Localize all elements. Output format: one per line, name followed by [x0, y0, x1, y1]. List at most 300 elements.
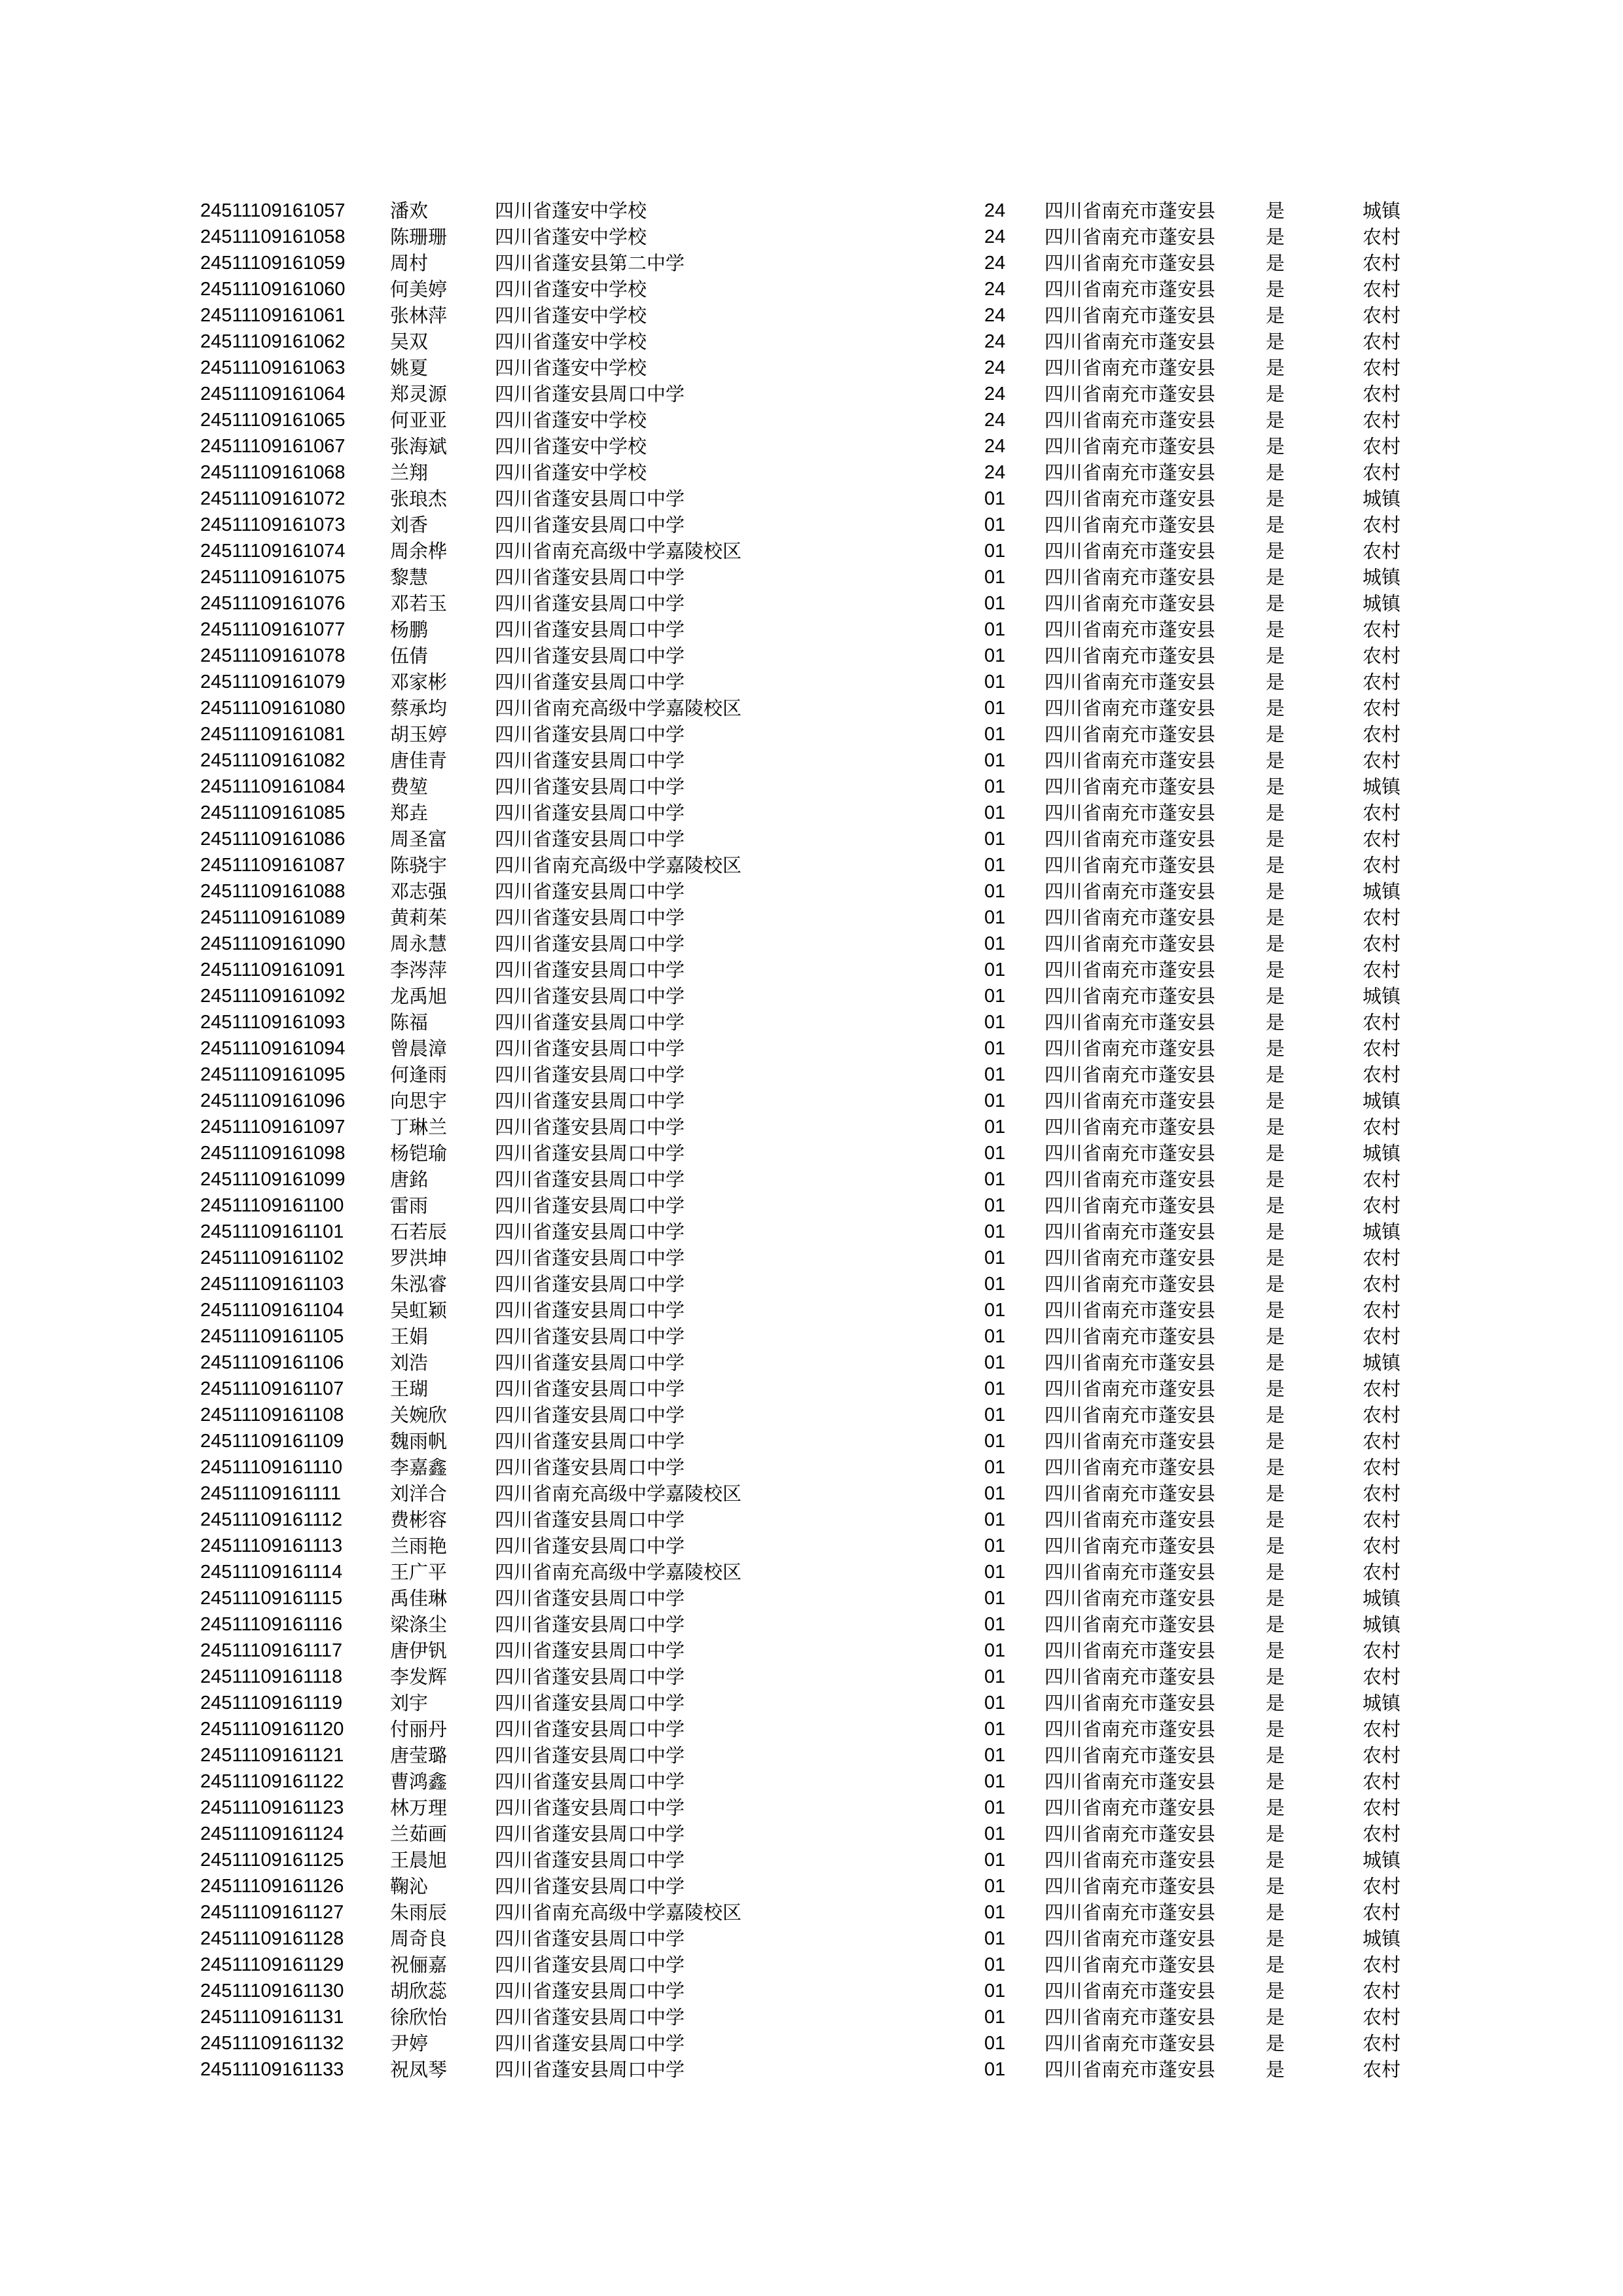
student-name-cell: 向思宇: [390, 1090, 448, 1112]
table-row: [0, 250, 1623, 276]
school-name-cell: 四川省蓬安县周口中学: [495, 749, 685, 772]
eligibility-flag-cell: 是: [1266, 2032, 1285, 2054]
household-region-cell: 四川省南充市蓬安县: [1044, 619, 1216, 641]
eligibility-flag-cell: 是: [1266, 1116, 1285, 1138]
exam-number-cell: 24511109161113: [200, 1535, 343, 1556]
household-region-cell: 四川省南充市蓬安县: [1044, 880, 1216, 903]
eligibility-flag-cell: 是: [1266, 2058, 1285, 2081]
eligibility-flag-cell: 是: [1266, 723, 1285, 745]
student-name-cell: 何逢雨: [390, 1064, 448, 1086]
table-row: [0, 1323, 1623, 1350]
school-name-cell: 四川省蓬安县周口中学: [495, 1928, 685, 1950]
eligibility-flag-cell: 是: [1266, 1692, 1285, 1714]
school-name-cell: 四川省蓬安县周口中学: [495, 1509, 685, 1531]
table-row: [0, 1873, 1623, 1899]
eligibility-flag-cell: 是: [1266, 1928, 1285, 1950]
table-row: [0, 1664, 1623, 1690]
residence-type-cell: 农村: [1363, 1901, 1401, 1924]
table-row: [0, 643, 1623, 669]
table-row: [0, 1795, 1623, 1821]
exam-number-cell: 24511109161067: [200, 436, 346, 457]
household-region-cell: 四川省南充市蓬安县: [1044, 1194, 1216, 1217]
exam-number-cell: 24511109161062: [200, 331, 346, 352]
category-code-cell: 01: [984, 1850, 1006, 1871]
exam-number-cell: 24511109161126: [200, 1876, 344, 1897]
category-code-cell: 01: [984, 1195, 1006, 1216]
residence-type-cell: 农村: [1363, 906, 1401, 929]
school-name-cell: 四川省蓬安县周口中学: [495, 1797, 685, 1819]
school-name-cell: 四川省南充高级中学嘉陵校区: [495, 1901, 742, 1924]
school-name-cell: 四川省蓬安县周口中学: [495, 514, 685, 536]
exam-number-cell: 24511109161088: [200, 881, 346, 902]
category-code-cell: 01: [984, 1693, 1006, 1713]
residence-type-cell: 农村: [1363, 226, 1401, 248]
exam-number-cell: 24511109161077: [200, 619, 346, 640]
category-code-cell: 24: [984, 462, 1006, 483]
student-name-cell: 鞠沁: [390, 1875, 429, 1897]
school-name-cell: 四川省蓬安县周口中学: [495, 1325, 685, 1348]
student-name-cell: 张海斌: [390, 435, 448, 457]
exam-number-cell: 24511109161129: [200, 1954, 344, 1975]
exam-number-cell: 24511109161123: [200, 1797, 344, 1818]
category-code-cell: 01: [984, 1876, 1006, 1897]
exam-number-cell: 24511109161122: [200, 1771, 344, 1792]
exam-number-cell: 24511109161103: [200, 1274, 344, 1295]
student-name-cell: 周奇良: [390, 1928, 448, 1950]
table-row: [0, 1166, 1623, 1193]
category-code-cell: 01: [984, 1090, 1006, 1111]
table-row: [0, 486, 1623, 512]
category-code-cell: 01: [984, 1614, 1006, 1635]
exam-number-cell: 24511109161076: [200, 593, 346, 614]
household-region-cell: 四川省南充市蓬安县: [1044, 331, 1216, 353]
category-code-cell: 01: [984, 1300, 1006, 1321]
residence-type-cell: 农村: [1363, 514, 1401, 536]
school-name-cell: 四川省蓬安县周口中学: [495, 2032, 685, 2054]
table-row: [0, 564, 1623, 590]
school-name-cell: 四川省蓬安县周口中学: [495, 592, 685, 615]
category-code-cell: 01: [984, 907, 1006, 928]
residence-type-cell: 农村: [1363, 1325, 1401, 1348]
residence-type-cell: 城镇: [1363, 592, 1401, 615]
residence-type-cell: 农村: [1363, 331, 1401, 353]
table-row: [0, 1585, 1623, 1611]
exam-number-cell: 24511109161099: [200, 1169, 346, 1190]
exam-number-cell: 24511109161112: [200, 1509, 343, 1530]
category-code-cell: 01: [984, 1038, 1006, 1059]
category-code-cell: 01: [984, 1535, 1006, 1556]
table-row: [0, 276, 1623, 302]
category-code-cell: 01: [984, 855, 1006, 876]
exam-number-cell: 24511109161120: [200, 1719, 344, 1740]
category-code-cell: 01: [984, 672, 1006, 692]
eligibility-flag-cell: 是: [1266, 749, 1285, 772]
table-row: [0, 774, 1623, 800]
exam-number-cell: 24511109161116: [200, 1614, 343, 1635]
school-name-cell: 四川省蓬安县周口中学: [495, 985, 685, 1007]
school-name-cell: 四川省蓬安县周口中学: [495, 1378, 685, 1400]
eligibility-flag-cell: 是: [1266, 1142, 1285, 1164]
student-name-cell: 禹佳琳: [390, 1587, 448, 1609]
exam-number-cell: 24511109161125: [200, 1850, 344, 1871]
residence-type-cell: 农村: [1363, 1561, 1401, 1583]
table-row: [0, 1611, 1623, 1638]
table-row: [0, 590, 1623, 617]
eligibility-flag-cell: 是: [1266, 1221, 1285, 1243]
household-region-cell: 四川省南充市蓬安县: [1044, 1273, 1216, 1295]
exam-number-cell: 24511109161094: [200, 1038, 346, 1059]
school-name-cell: 四川省蓬安县周口中学: [495, 1168, 685, 1191]
student-name-cell: 何美婷: [390, 278, 448, 300]
eligibility-flag-cell: 是: [1266, 1456, 1285, 1479]
school-name-cell: 四川省蓬安县周口中学: [495, 2058, 685, 2081]
category-code-cell: 01: [984, 645, 1006, 666]
student-name-cell: 杨鹏: [390, 619, 429, 641]
exam-number-cell: 24511109161074: [200, 541, 346, 562]
category-code-cell: 01: [984, 1823, 1006, 1844]
residence-type-cell: 农村: [1363, 1456, 1401, 1479]
eligibility-flag-cell: 是: [1266, 226, 1285, 248]
student-name-cell: 周圣富: [390, 828, 448, 850]
school-name-cell: 四川省蓬安县周口中学: [495, 1744, 685, 1767]
student-name-cell: 王晨旭: [390, 1849, 448, 1871]
residence-type-cell: 农村: [1363, 959, 1401, 981]
household-region-cell: 四川省南充市蓬安县: [1044, 304, 1216, 327]
category-code-cell: 01: [984, 1326, 1006, 1347]
eligibility-flag-cell: 是: [1266, 1954, 1285, 1976]
table-row: [0, 459, 1623, 486]
student-name-cell: 祝凤琴: [390, 2058, 448, 2081]
eligibility-flag-cell: 是: [1266, 383, 1285, 405]
exam-number-cell: 24511109161095: [200, 1064, 346, 1085]
residence-type-cell: 城镇: [1363, 880, 1401, 903]
eligibility-flag-cell: 是: [1266, 1430, 1285, 1452]
residence-type-cell: 农村: [1363, 1509, 1401, 1531]
residence-type-cell: 农村: [1363, 409, 1401, 431]
eligibility-flag-cell: 是: [1266, 435, 1285, 457]
household-region-cell: 四川省南充市蓬安县: [1044, 1247, 1216, 1269]
category-code-cell: 01: [984, 1117, 1006, 1138]
table-row: [0, 1245, 1623, 1271]
school-name-cell: 四川省蓬安县周口中学: [495, 828, 685, 850]
table-row: [0, 1768, 1623, 1795]
residence-type-cell: 农村: [1363, 2032, 1401, 2054]
eligibility-flag-cell: 是: [1266, 1770, 1285, 1793]
table-row: [0, 1402, 1623, 1428]
eligibility-flag-cell: 是: [1266, 1194, 1285, 1217]
table-row: [0, 1533, 1623, 1559]
school-name-cell: 四川省蓬安县周口中学: [495, 1640, 685, 1662]
table-row: [0, 1297, 1623, 1323]
category-code-cell: 01: [984, 724, 1006, 745]
table-row: [0, 1690, 1623, 1716]
student-name-cell: 费彬容: [390, 1509, 448, 1531]
residence-type-cell: 农村: [1363, 1823, 1401, 1845]
school-name-cell: 四川省蓬安县周口中学: [495, 671, 685, 693]
exam-number-cell: 24511109161114: [200, 1562, 343, 1583]
category-code-cell: 01: [984, 1562, 1006, 1583]
table-row: [0, 1114, 1623, 1140]
household-region-cell: 四川省南充市蓬安县: [1044, 1980, 1216, 2002]
category-code-cell: 24: [984, 200, 1006, 221]
student-name-cell: 杨铠瑜: [390, 1142, 448, 1164]
eligibility-flag-cell: 是: [1266, 409, 1285, 431]
exam-number-cell: 24511109161110: [200, 1457, 343, 1478]
school-name-cell: 四川省蓬安县周口中学: [495, 1718, 685, 1740]
school-name-cell: 四川省南充高级中学嘉陵校区: [495, 1561, 742, 1583]
household-region-cell: 四川省南充市蓬安县: [1044, 1116, 1216, 1138]
household-region-cell: 四川省南充市蓬安县: [1044, 592, 1216, 615]
category-code-cell: 24: [984, 384, 1006, 404]
school-name-cell: 四川省蓬安县周口中学: [495, 906, 685, 929]
eligibility-flag-cell: 是: [1266, 1613, 1285, 1636]
exam-number-cell: 24511109161058: [200, 226, 346, 247]
eligibility-flag-cell: 是: [1266, 1744, 1285, 1767]
school-name-cell: 四川省蓬安县周口中学: [495, 1875, 685, 1897]
student-name-cell: 张林萍: [390, 304, 448, 327]
household-region-cell: 四川省南充市蓬安县: [1044, 1011, 1216, 1033]
category-code-cell: 24: [984, 305, 1006, 326]
exam-number-cell: 24511109161104: [200, 1300, 344, 1321]
eligibility-flag-cell: 是: [1266, 619, 1285, 641]
school-name-cell: 四川省蓬安县周口中学: [495, 1587, 685, 1609]
category-code-cell: 01: [984, 2033, 1006, 2054]
table-row: [0, 1821, 1623, 1847]
table-row: [0, 224, 1623, 250]
table-row: [0, 669, 1623, 695]
eligibility-flag-cell: 是: [1266, 854, 1285, 876]
eligibility-flag-cell: 是: [1266, 252, 1285, 274]
exam-number-cell: 24511109161057: [200, 200, 346, 221]
exam-number-cell: 24511109161089: [200, 907, 346, 928]
household-region-cell: 四川省南充市蓬安县: [1044, 1849, 1216, 1871]
household-region-cell: 四川省南充市蓬安县: [1044, 1640, 1216, 1662]
table-row: [0, 905, 1623, 931]
eligibility-flag-cell: 是: [1266, 514, 1285, 536]
category-code-cell: 01: [984, 986, 1006, 1007]
student-name-cell: 邓志强: [390, 880, 448, 903]
student-name-cell: 丁琳兰: [390, 1116, 448, 1138]
table-row: [0, 957, 1623, 983]
student-name-cell: 费堃: [390, 776, 429, 798]
table-row: [0, 1271, 1623, 1297]
residence-type-cell: 农村: [1363, 1770, 1401, 1793]
student-name-cell: 兰翔: [390, 461, 429, 484]
school-name-cell: 四川省蓬安县周口中学: [495, 1692, 685, 1714]
table-row: [0, 1009, 1623, 1035]
category-code-cell: 01: [984, 1981, 1006, 2001]
table-row: [0, 852, 1623, 878]
student-name-cell: 龙禹旭: [390, 985, 448, 1007]
table-row: [0, 2004, 1623, 2030]
household-region-cell: 四川省南充市蓬安县: [1044, 226, 1216, 248]
exam-number-cell: 24511109161127: [200, 1902, 344, 1923]
eligibility-flag-cell: 是: [1266, 1875, 1285, 1897]
eligibility-flag-cell: 是: [1266, 1666, 1285, 1688]
school-name-cell: 四川省南充高级中学嘉陵校区: [495, 540, 742, 562]
category-code-cell: 24: [984, 226, 1006, 247]
table-row: [0, 878, 1623, 905]
household-region-cell: 四川省南充市蓬安县: [1044, 357, 1216, 379]
table-row: [0, 1062, 1623, 1088]
exam-number-cell: 24511109161132: [200, 2033, 344, 2054]
household-region-cell: 四川省南充市蓬安县: [1044, 252, 1216, 274]
student-name-cell: 关婉欣: [390, 1404, 448, 1426]
category-code-cell: 01: [984, 1064, 1006, 1085]
residence-type-cell: 农村: [1363, 2006, 1401, 2028]
exam-number-cell: 24511109161085: [200, 802, 346, 823]
school-name-cell: 四川省蓬安县周口中学: [495, 1613, 685, 1636]
table-row: [0, 1899, 1623, 1926]
eligibility-flag-cell: 是: [1266, 1011, 1285, 1033]
category-code-cell: 01: [984, 619, 1006, 640]
student-name-cell: 朱泓睿: [390, 1273, 448, 1295]
category-code-cell: 01: [984, 881, 1006, 902]
table-row: [0, 1742, 1623, 1768]
table-row: [0, 1926, 1623, 1952]
residence-type-cell: 农村: [1363, 645, 1401, 667]
table-row: [0, 198, 1623, 224]
household-region-cell: 四川省南充市蓬安县: [1044, 2006, 1216, 2028]
table-row: [0, 1480, 1623, 1507]
household-region-cell: 四川省南充市蓬安县: [1044, 1456, 1216, 1479]
category-code-cell: 01: [984, 1405, 1006, 1426]
residence-type-cell: 农村: [1363, 540, 1401, 562]
household-region-cell: 四川省南充市蓬安县: [1044, 488, 1216, 510]
category-code-cell: 01: [984, 1771, 1006, 1792]
table-row: [0, 826, 1623, 852]
table-row: [0, 1454, 1623, 1480]
school-name-cell: 四川省蓬安县周口中学: [495, 1247, 685, 1269]
residence-type-cell: 农村: [1363, 1797, 1401, 1819]
table-row: [0, 1428, 1623, 1454]
table-row: [0, 1140, 1623, 1166]
exam-number-cell: 24511109161063: [200, 357, 346, 378]
residence-type-cell: 农村: [1363, 1430, 1401, 1452]
residence-type-cell: 农村: [1363, 933, 1401, 955]
school-name-cell: 四川省蓬安县周口中学: [495, 1299, 685, 1321]
student-name-cell: 蔡承均: [390, 697, 448, 719]
table-row: [0, 1847, 1623, 1873]
category-code-cell: 01: [984, 1378, 1006, 1399]
exam-number-cell: 24511109161108: [200, 1405, 344, 1426]
exam-number-cell: 24511109161105: [200, 1326, 344, 1347]
eligibility-flag-cell: 是: [1266, 357, 1285, 379]
table-row: [0, 695, 1623, 721]
table-row: [0, 800, 1623, 826]
category-code-cell: 24: [984, 357, 1006, 378]
exam-number-cell: 24511109161133: [200, 2059, 344, 2080]
exam-number-cell: 24511109161128: [200, 1928, 344, 1949]
exam-number-cell: 24511109161097: [200, 1117, 346, 1138]
eligibility-flag-cell: 是: [1266, 540, 1285, 562]
household-region-cell: 四川省南充市蓬安县: [1044, 1561, 1216, 1583]
exam-number-cell: 24511109161065: [200, 410, 346, 431]
household-region-cell: 四川省南充市蓬安县: [1044, 1509, 1216, 1531]
household-region-cell: 四川省南充市蓬安县: [1044, 697, 1216, 719]
eligibility-flag-cell: 是: [1266, 1168, 1285, 1191]
category-code-cell: 01: [984, 829, 1006, 850]
student-name-cell: 王娟: [390, 1325, 429, 1348]
exam-number-cell: 24511109161109: [200, 1431, 344, 1452]
school-name-cell: 四川省南充高级中学嘉陵校区: [495, 1482, 742, 1505]
table-row: [0, 1716, 1623, 1742]
school-name-cell: 四川省蓬安县周口中学: [495, 1064, 685, 1086]
school-name-cell: 四川省蓬安县周口中学: [495, 1980, 685, 2002]
table-row: [0, 1507, 1623, 1533]
table-row: [0, 329, 1623, 355]
eligibility-flag-cell: 是: [1266, 959, 1285, 981]
residence-type-cell: 农村: [1363, 1875, 1401, 1897]
residence-type-cell: 农村: [1363, 1404, 1401, 1426]
student-name-cell: 曾晨漳: [390, 1037, 448, 1060]
eligibility-flag-cell: 是: [1266, 802, 1285, 824]
eligibility-flag-cell: 是: [1266, 776, 1285, 798]
student-name-cell: 黎慧: [390, 566, 429, 588]
household-region-cell: 四川省南充市蓬安县: [1044, 200, 1216, 222]
student-name-cell: 唐銘: [390, 1168, 429, 1191]
school-name-cell: 四川省蓬安县周口中学: [495, 1954, 685, 1976]
category-code-cell: 01: [984, 1666, 1006, 1687]
household-region-cell: 四川省南充市蓬安县: [1044, 1325, 1216, 1348]
residence-type-cell: 农村: [1363, 1980, 1401, 2002]
category-code-cell: 01: [984, 1483, 1006, 1504]
table-row: [0, 1638, 1623, 1664]
exam-number-cell: 24511109161086: [200, 829, 346, 850]
eligibility-flag-cell: 是: [1266, 2006, 1285, 2028]
student-name-cell: 祝俪嘉: [390, 1954, 448, 1976]
school-name-cell: 四川省蓬安县周口中学: [495, 1770, 685, 1793]
student-name-cell: 伍倩: [390, 645, 429, 667]
eligibility-flag-cell: 是: [1266, 200, 1285, 222]
school-name-cell: 四川省蓬安县周口中学: [495, 1273, 685, 1295]
household-region-cell: 四川省南充市蓬安县: [1044, 1378, 1216, 1400]
eligibility-flag-cell: 是: [1266, 1823, 1285, 1845]
residence-type-cell: 城镇: [1363, 776, 1401, 798]
category-code-cell: 01: [984, 1247, 1006, 1268]
eligibility-flag-cell: 是: [1266, 828, 1285, 850]
student-name-cell: 周余桦: [390, 540, 448, 562]
eligibility-flag-cell: 是: [1266, 331, 1285, 353]
household-region-cell: 四川省南充市蓬安县: [1044, 1037, 1216, 1060]
residence-type-cell: 农村: [1363, 1378, 1401, 1400]
school-name-cell: 四川省蓬安县周口中学: [495, 1142, 685, 1164]
exam-number-cell: 24511109161121: [200, 1745, 344, 1766]
category-code-cell: 01: [984, 593, 1006, 614]
eligibility-flag-cell: 是: [1266, 566, 1285, 588]
eligibility-flag-cell: 是: [1266, 1640, 1285, 1662]
residence-type-cell: 城镇: [1363, 1587, 1401, 1609]
household-region-cell: 四川省南充市蓬安县: [1044, 1090, 1216, 1112]
student-name-cell: 梁涤尘: [390, 1613, 448, 1636]
school-name-cell: 四川省蓬安中学校: [495, 200, 647, 222]
residence-type-cell: 农村: [1363, 1482, 1401, 1505]
exam-number-cell: 24511109161130: [200, 1981, 344, 2001]
household-region-cell: 四川省南充市蓬安县: [1044, 1875, 1216, 1897]
exam-number-cell: 24511109161131: [200, 2007, 344, 2028]
household-region-cell: 四川省南充市蓬安县: [1044, 906, 1216, 929]
category-code-cell: 24: [984, 331, 1006, 352]
category-code-cell: 01: [984, 750, 1006, 771]
table-row: [0, 1193, 1623, 1219]
category-code-cell: 01: [984, 1143, 1006, 1164]
school-name-cell: 四川省南充高级中学嘉陵校区: [495, 854, 742, 876]
school-name-cell: 四川省蓬安中学校: [495, 435, 647, 457]
category-code-cell: 01: [984, 1221, 1006, 1242]
category-code-cell: 24: [984, 436, 1006, 457]
eligibility-flag-cell: 是: [1266, 645, 1285, 667]
exam-number-cell: 24511109161073: [200, 514, 346, 535]
